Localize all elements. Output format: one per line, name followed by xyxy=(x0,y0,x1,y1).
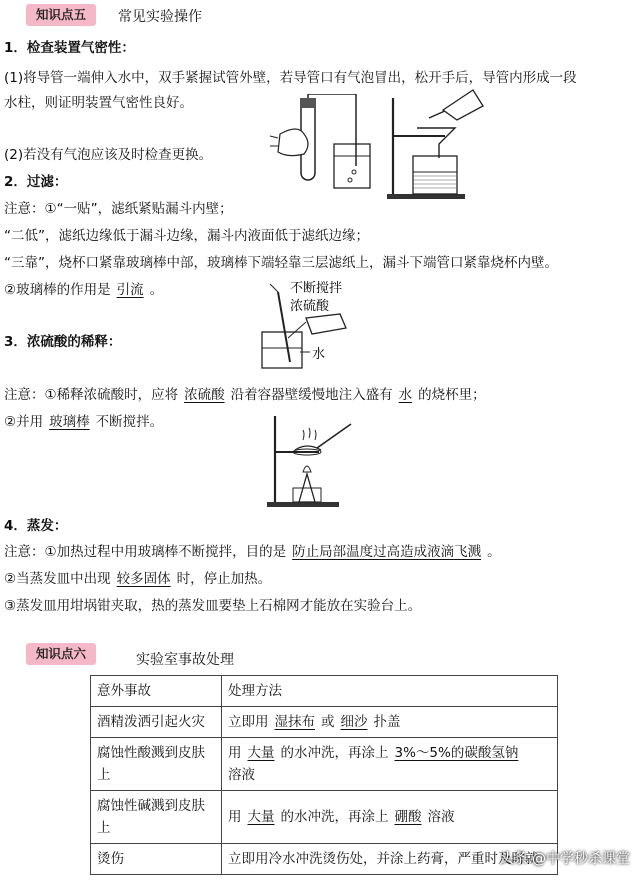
table-header-cell: 意外事故 xyxy=(91,676,222,707)
answer-blank: 玻璃棒 xyxy=(49,414,90,430)
label-acid: 浓硫酸 xyxy=(290,299,330,314)
text-airtightness-1a: (1)将导管一端伸入水中，双手紧握试管外壁，若导管口有气泡冒出，松开手后，导管内形成一段 xyxy=(4,70,577,86)
filtration-apparatus-figure xyxy=(385,88,485,200)
answer-blank: 大量 xyxy=(247,809,275,825)
text-middle: 的水冲洗，再涂上 xyxy=(280,809,389,825)
text-prefix: 注意：①稀释浓硫酸时，应将 xyxy=(4,387,179,403)
table-cell xyxy=(222,738,558,791)
answer-blank: 引流 xyxy=(116,282,144,298)
text-prefix: 用 xyxy=(228,809,242,825)
heading-airtightness: 1．检查装置气密性： xyxy=(4,40,135,56)
text-airtightness-2: (2)若没有气泡应该及时检查更换。 xyxy=(4,147,213,163)
answer-blank: 较多固体 xyxy=(116,571,171,587)
text-middle: 沿着容器壁缓慢地注入盛有 xyxy=(230,387,393,403)
text-suffix: 。 xyxy=(487,544,501,560)
text-suffix: 溶液 xyxy=(228,767,255,783)
table-row xyxy=(91,738,558,791)
text-prefix: 用 xyxy=(228,745,242,761)
text-suffix: 的烧杯里； xyxy=(418,387,486,403)
answer-blank: 硼酸 xyxy=(394,809,422,825)
table-cell: 烫伤 xyxy=(91,844,222,875)
answer-blank: 大量 xyxy=(247,745,275,761)
text-prefix: ②当蒸发皿中出现 xyxy=(4,571,111,587)
text-prefix: ②并用 xyxy=(4,414,44,430)
text-suffix: 溶液 xyxy=(427,809,455,825)
answer-blank: 细沙 xyxy=(340,714,368,730)
text-suffix: 不断搅拌。 xyxy=(95,414,164,430)
table-row xyxy=(91,844,558,875)
table-header-row xyxy=(91,676,558,707)
text-suffix: 。 xyxy=(149,282,164,298)
table-header-cell: 处理方法 xyxy=(222,676,558,707)
table-cell xyxy=(222,791,558,844)
table-row xyxy=(91,707,558,738)
section-title-6: 实验室事故处理 xyxy=(136,652,234,668)
accident-table xyxy=(90,675,558,875)
section-tag-6: 知识点六 xyxy=(26,643,96,665)
table-cell: 立即用冷水冲洗烫伤处，并涂上药膏，严重时及时就 xyxy=(222,844,558,875)
heading-dilution: 3．浓硫酸的稀释： xyxy=(4,334,122,350)
text-prefix: 注意：①加热过程中用玻璃棒不断搅拌，目的是 xyxy=(4,544,287,560)
text-evaporation-2 xyxy=(4,567,271,587)
text-dilution-2 xyxy=(4,410,163,430)
text-filtration-2: “二低”，滤纸边缘低于漏斗边缘，漏斗内液面低于滤纸边缘； xyxy=(4,228,369,244)
section-tag-5: 知识点五 xyxy=(26,4,96,26)
text-filtration-4 xyxy=(4,278,163,298)
watermark: 头条 @中学秒杀课堂 xyxy=(499,851,630,867)
evaporation-apparatus-figure xyxy=(265,410,365,508)
table-cell: 酒精泼洒引起火灾 xyxy=(91,707,222,738)
heading-filtration: 2．过滤： xyxy=(4,174,68,190)
table-row xyxy=(91,791,558,844)
label-water: 水 xyxy=(312,347,326,362)
table-cell: 腐蚀性酸溅到皮肤上 xyxy=(91,738,222,791)
answer-blank: 浓硫酸 xyxy=(184,387,225,403)
table-cell: 腐蚀性碱溅到皮肤上 xyxy=(91,791,222,844)
text-filtration-1: 注意：①“一贴”，滤纸紧贴漏斗内壁； xyxy=(4,201,233,217)
text-suffix: 时，停止加热。 xyxy=(176,571,272,587)
text-prefix: 立即用 xyxy=(228,714,269,730)
text-airtightness-1b: 水柱，则证明装置气密性良好。 xyxy=(4,95,193,111)
table-cell xyxy=(222,707,558,738)
text-suffix: 扑盖 xyxy=(373,714,401,730)
text-middle: 或 xyxy=(321,714,335,730)
text-filtration-3: “三靠”，烧杯口紧靠玻璃棒中部，玻璃棒下端轻靠三层滤纸上，漏斗下端管口紧靠烧杯内壁。 xyxy=(4,255,558,271)
label-stir: 不断搅拌 xyxy=(290,281,343,296)
heading-evaporation: 4．蒸发： xyxy=(4,518,68,534)
text-prefix: ②玻璃棒的作用是 xyxy=(4,282,111,298)
answer-blank: 防止局部温度过高造成液滴飞溅 xyxy=(292,544,482,560)
text-middle: 的水冲洗，再涂上 xyxy=(280,745,389,761)
answer-blank: 水 xyxy=(398,387,413,403)
answer-blank: 湿抹布 xyxy=(274,714,315,730)
text-evaporation-3: ③蒸发皿用坩埚钳夹取，热的蒸发皿要垫上石棉网才能放在实验台上。 xyxy=(4,598,422,614)
answer-blank: 3%～5%的碳酸氢钠 xyxy=(394,745,519,761)
text-evaporation-1 xyxy=(4,540,501,560)
text-dilution-1 xyxy=(4,383,486,403)
dilution-figure xyxy=(248,278,408,372)
airtightness-apparatus-figure xyxy=(268,94,373,194)
section-title-5: 常见实验操作 xyxy=(118,9,202,25)
